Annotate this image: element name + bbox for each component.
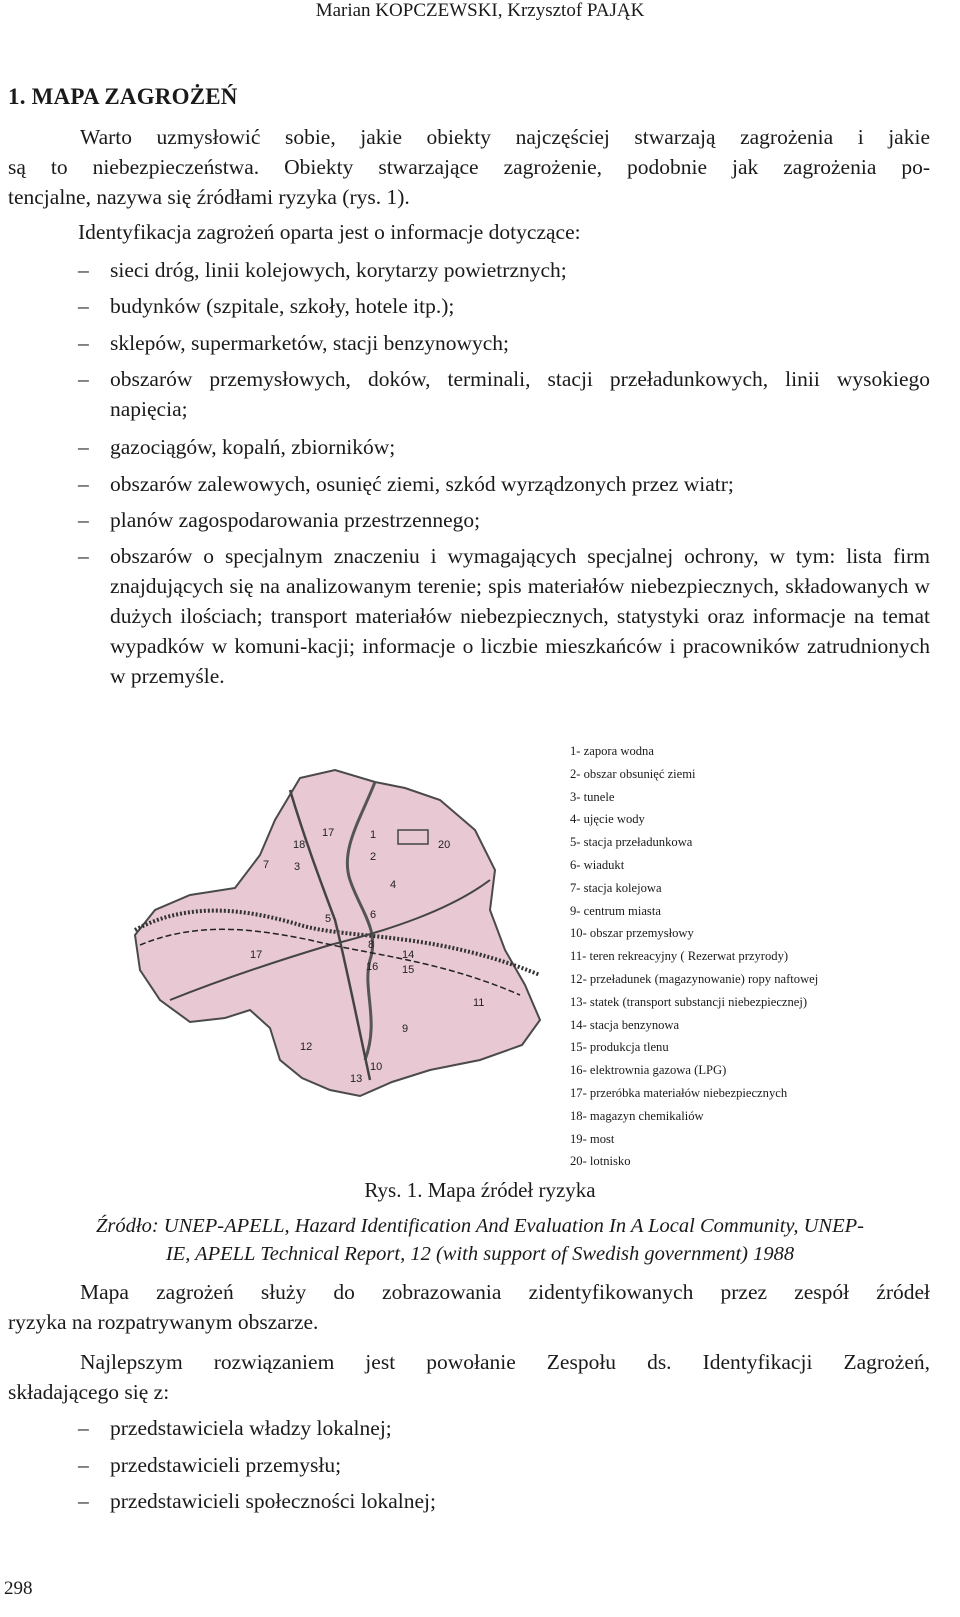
source-line1: Źródło: UNEP-APELL, Hazard Identification And Evaluation In A Local Community, UNEP- <box>96 1215 864 1237</box>
list-item-text: przedstawicieli przemysłu; <box>110 1453 342 1477</box>
list-item <box>78 1413 930 1443</box>
legend-item: 1- zapora wodna <box>570 744 654 758</box>
list-item-text: przedstawiciela władzy lokalnej; <box>110 1416 392 1440</box>
para3-line1: Najlepszym rozwiązaniem jest powołanie Zespołu ds. Identyfikacji Zagrożeń, <box>80 1350 930 1374</box>
list-item <box>78 255 930 285</box>
legend-item: 18- magazyn chemikaliów <box>570 1108 704 1123</box>
list-item-text: budynków (szpitale, szkoły, hotele itp.); <box>110 294 455 318</box>
legend-item: 12- przeładunek (magazynowanie) ropy naftowej <box>570 971 819 986</box>
map-label: 6 <box>370 909 377 921</box>
list-item <box>78 328 930 358</box>
para1-line2: są to niebezpieczeństwa. Obiekty stwarzające zagrożenie, podobnie jak zagrożenia po- <box>8 155 930 179</box>
dash: – <box>78 435 89 459</box>
map-label: 4 <box>390 879 397 891</box>
dash: – <box>78 472 89 496</box>
legend-item: 17- przeróbka materiałów niebezpiecznych <box>570 1085 788 1100</box>
list-item-text: sieci dróg, linii kolejowych, korytarzy powietrznych; <box>110 258 567 282</box>
map-label: 9 <box>402 1023 409 1035</box>
legend-item: 9- centrum miasta <box>570 903 661 918</box>
dash: – <box>78 544 89 568</box>
legend-item: 11- teren rekreacyjny ( Rezerwat przyrody) <box>570 949 789 964</box>
legend-item: 3- tunele <box>570 789 615 804</box>
dash: – <box>78 1416 89 1440</box>
legend-item: 4- ujęcie wody <box>570 812 645 827</box>
dash: – <box>78 508 89 532</box>
dash: – <box>78 1489 89 1513</box>
map-label: 20 <box>438 839 451 851</box>
legend-item: 16- elektrownia gazowa (LPG) <box>570 1063 727 1078</box>
list-item-text: obszarów zalewowych, osunięć ziemi, szkód wyrządzonych przez wiatr; <box>110 472 734 496</box>
map-label: 17 <box>322 827 335 839</box>
list-item <box>78 291 930 321</box>
legend-item: 5- stacja przeładunkowa <box>570 835 693 850</box>
list-item <box>78 432 930 462</box>
para2-line1: Mapa zagrożeń służy do zobrazowania zidentyfikowanych przez zespół źródeł <box>80 1280 930 1304</box>
list-item-text: sklepów, supermarketów, stacji benzynowych; <box>110 331 510 355</box>
legend-item: 6- wiadukt <box>570 857 625 872</box>
dash: – <box>78 294 89 318</box>
figure-source <box>0 1212 960 1268</box>
paragraph-intro <box>8 122 930 212</box>
legend-item: 14- stacja benzynowa <box>570 1017 680 1032</box>
paragraph-map-purpose <box>8 1277 930 1337</box>
list-item <box>78 469 930 499</box>
list-item <box>78 364 930 426</box>
map-label: 15 <box>402 964 415 976</box>
dash: – <box>78 1453 89 1477</box>
list-item-text: obszarów przemysłowych, doków, terminali, stacji przeładunkowych, linii wysokiego napięcia; <box>110 367 930 421</box>
list-item <box>78 505 930 535</box>
section-heading: 1. MAPA ZAGROŻEŃ <box>8 84 238 109</box>
dash: – <box>78 331 89 355</box>
map-label: 14 <box>402 949 415 961</box>
risk-map-figure <box>130 760 560 1110</box>
map-label: 17 <box>250 949 263 961</box>
list-item-text: planów zagospodarowania przestrzennego; <box>110 508 481 532</box>
map-legend <box>570 740 818 1173</box>
map-label: 10 <box>370 1061 383 1073</box>
list-item <box>78 541 930 723</box>
dash: – <box>78 367 89 391</box>
running-header: Marian KOPCZEWSKI, Krzysztof PAJĄK <box>315 0 645 21</box>
legend-item: 20- lotnisko <box>570 1154 631 1169</box>
list-intro: Identyfikacja zagrożeń oparta jest o informacje dotyczące: <box>78 220 581 244</box>
list-item-text: przedstawicieli społeczności lokalnej; <box>110 1489 436 1513</box>
legend-item: 13- statek (transport substancji niebezpiecznej) <box>570 994 808 1009</box>
figure-caption: Rys. 1. Mapa źródeł ryzyka <box>364 1178 596 1202</box>
page-number: 298 <box>4 1578 33 1599</box>
list-item-text: gazociągów, kopalń, zbiorników; <box>110 435 396 459</box>
dash: – <box>78 258 89 282</box>
legend-item: 2- obszar obsunięć ziemi <box>570 766 696 781</box>
map-label: 3 <box>294 861 301 873</box>
legend-item: 10- obszar przemysłowy <box>570 926 694 941</box>
list-item <box>78 1486 930 1516</box>
paragraph-team <box>8 1347 930 1407</box>
map-label: 7 <box>263 859 270 871</box>
list-item <box>78 1450 930 1480</box>
legend-item: 19- most <box>570 1131 615 1146</box>
map-label: 2 <box>370 851 377 863</box>
map-label: 1 <box>370 829 377 841</box>
para1-line1: Warto uzmysłowić sobie, jakie obiekty najczęściej stwarzają zagrożenia i jakie <box>80 125 930 149</box>
para1-line3: tencjalne, nazywa się źródłami ryzyka (rys. 1). <box>8 185 410 209</box>
list-item-text: obszarów o specjalnym znaczeniu i wymagających specjalnej ochrony, w tym: lista firm znajdujących się na analizowanym terenie; spis materiałów niebezpiecznych, składowanych w dużych ilościach; transport materiałów niebezpiecznych, statystyki oraz informacje na temat wypadków w komuni-kacji; informacje o liczbie mieszkańców i pracowników zatrudnionych w przemyśle. <box>110 544 930 688</box>
map-label: 13 <box>350 1073 363 1085</box>
map-label: 18 <box>293 839 306 851</box>
para3-line2: składającego się z: <box>8 1380 170 1404</box>
legend-item: 15- produkcja tlenu <box>570 1040 669 1055</box>
map-label: 8 <box>368 939 375 951</box>
legend-item: 7- stacja kolejowa <box>570 880 662 895</box>
map-label: 16 <box>366 961 379 973</box>
para2-line2: ryzyka na rozpatrywanym obszarze. <box>8 1310 319 1334</box>
source-line2: IE, APELL Technical Report, 12 (with support of Swedish government) 1988 <box>165 1243 795 1265</box>
map-label: 5 <box>325 913 332 925</box>
map-label: 12 <box>300 1041 313 1053</box>
map-label: 11 <box>473 997 485 1009</box>
